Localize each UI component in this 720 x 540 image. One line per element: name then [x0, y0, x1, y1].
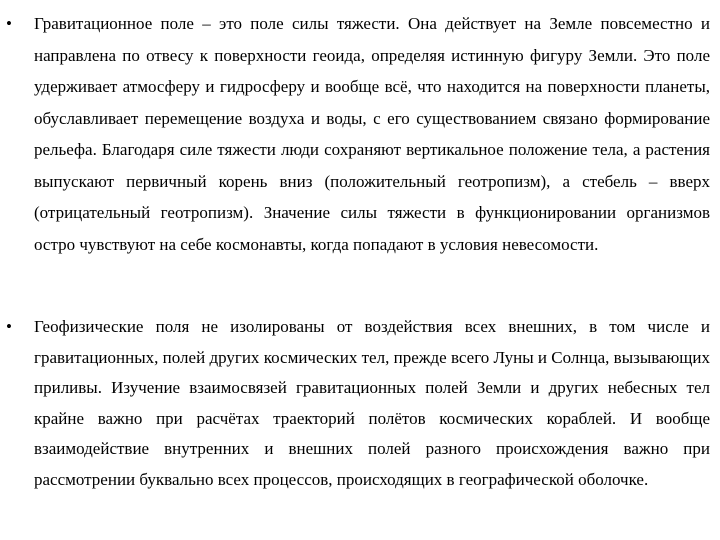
bullet-text: Гравитационное поле – это поле силы тяжести. Она действует на Земле повсеместно и направлена по отвесу к поверхности геоида, определяя истинную фигуру Земли. Это поле удерживает атмосферу и гидросферу и вообще всё, что находится на поверхности планеты, обуславливает перемещение воздуха и воды, с его существованием связано формирование рельефа. Благодаря силе тяжести люди сохраняют вертикальное положение тела, а растения выпускают первичный корень вниз (положительный геотропизм), а стебель – вверх (отрицательный геотропизм). Значение силы тяжести в функционировании организмов остро чувствуют на себе космонавты, когда попадают в условия невесомости. [34, 14, 710, 254]
bullet-text: Геофизические поля не изолированы от воздействия всех внешних, в том числе и гравитационных, полей других космических тел, прежде всего Луны и Солнца, вызывающих приливы. Изучение взаимосвязей гравитационных полей Земли и других небесных тел крайне важно при расчётах траекторий полётов космических кораблей. И вообще взаимодействие внутренних и внешних полей разного происхождения важно при рассмотрении буквально всех процессов, происходящих в географической оболочке. [34, 317, 710, 489]
bullet-marker: • [6, 317, 12, 336]
bullet-marker: • [6, 14, 12, 33]
